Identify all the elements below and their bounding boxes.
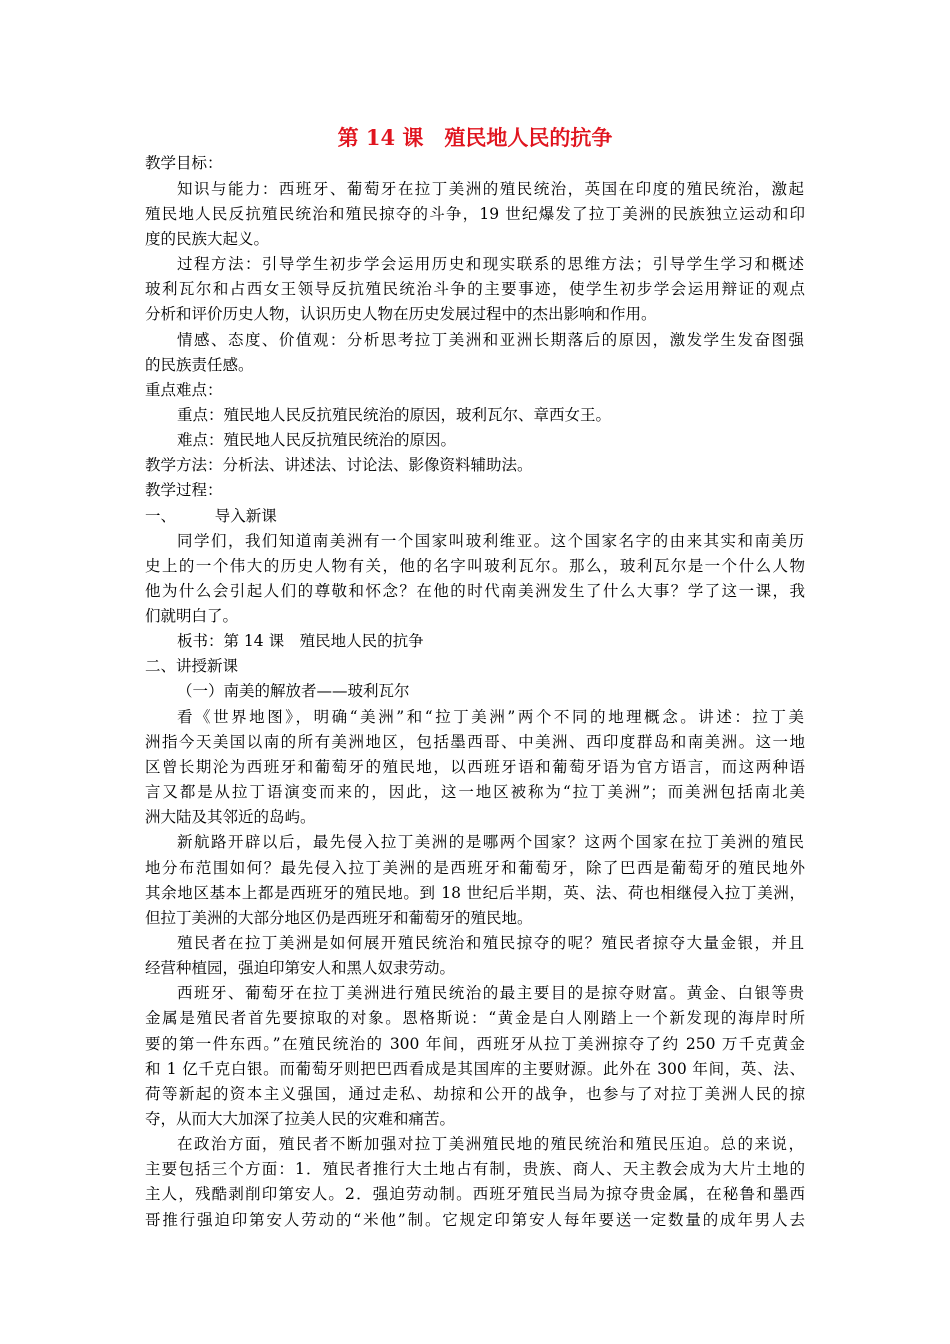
text-line: 言又都是从拉丁语演变而来的，因此，这一地区被称为“拉丁美洲”；而美洲包括南北美 [145, 783, 805, 801]
text-line: 重点：殖民地人民反抗殖民统治的原因，玻利瓦尔、章西女王。 [177, 406, 612, 424]
text-line: 教学目标： [145, 154, 223, 172]
page-title: 第 14 课 殖民地人民的抗争 [337, 125, 613, 150]
text-line: 他为什么会引起人们的尊敬和怀念？在他的时代南美洲发生了什么大事？学了这一课，我 [145, 582, 805, 600]
subsection-heading: （一）南美的解放者——玻利瓦尔 [177, 682, 410, 700]
text-line: 夺，从而大大加深了拉美人民的灾难和痛苦。 [145, 1110, 456, 1128]
text-line: 教学方法：分析法、讲述法、讨论法、影像资料辅助法。 [145, 456, 533, 474]
text-line: 要的第一件东西。”在殖民统治的 300 年间，西班牙从拉丁美洲掠夺了约 250 万千克黄金 [145, 1035, 805, 1053]
text-line: 地分布范围如何？最先侵入拉丁美洲的是西班牙和葡萄牙，除了巴西是葡萄牙的殖民地外 [145, 859, 805, 877]
section-heading: 二、讲授新课 [145, 657, 239, 675]
text-line: 同学们，我们知道南美洲有一个国家叫玻利维亚。这个国家名字的由来其实和南美历 [177, 532, 804, 550]
text-line: 在政治方面，殖民者不断加强对拉丁美洲殖民地的殖民统治和殖民压迫。总的来说， [177, 1135, 804, 1153]
text-line: 但拉丁美洲的大部分地区仍是西班牙和葡萄牙的殖民地。 [145, 909, 533, 927]
text-line: 和 1 亿千克白银。而葡萄牙则把巴西看成是其国库的主要财源。此外在 300 年间，英、法、 [145, 1060, 805, 1078]
text-line: 难点：殖民地人民反抗殖民统治的原因。 [177, 431, 457, 449]
text-line: 主要包括三个方面：1．殖民者推行大土地占有制，贵族、商人、天主教会成为大片土地的 [145, 1160, 805, 1178]
text-line: 洲指今天美国以南的所有美洲地区，包括墨西哥、中美洲、西印度群岛和南美洲。这一地 [145, 733, 805, 751]
text-line: 洲大陆及其邻近的岛屿。 [145, 808, 316, 826]
text-line: 过程方法：引导学生初步学会运用历史和现实联系的思维方法；引导学生学习和概述 [177, 255, 804, 273]
text-line: 其余地区基本上都是西班牙的殖民地。到 18 世纪后半期，英、法、荷也相继侵入拉丁美洲， [145, 884, 805, 902]
text-line: 教学过程： [145, 481, 223, 499]
text-line: 金属是殖民者首先要掠取的对象。恩格斯说：“黄金是白人刚踏上一个新发现的海岸时所 [145, 1009, 805, 1027]
text-line: 情感、态度、价值观：分析思考拉丁美洲和亚洲长期落后的原因，激发学生发奋图强 [177, 331, 804, 349]
text-line: 殖民者在拉丁美洲是如何展开殖民统治和殖民掠夺的呢？殖民者掠夺大量金银，并且 [177, 934, 804, 952]
text-line: 度的民族大起义。 [145, 230, 270, 248]
text-line: 西班牙、葡萄牙在拉丁美洲进行殖民统治的最主要目的是掠夺财富。黄金、白银等贵 [177, 984, 804, 1002]
text-line: 重点难点： [145, 381, 223, 399]
text-line: 新航路开辟以后，最先侵入拉丁美洲的是哪两个国家？这两个国家在拉丁美洲的殖民 [177, 833, 804, 851]
text-line: 主人，残酷剥削印第安人。2．强迫劳动制。西班牙殖民当局为掠夺贵金属，在秘鲁和墨西 [145, 1185, 805, 1203]
text-line: 们就明白了。 [145, 607, 239, 625]
text-line: 殖民地人民反抗殖民统治和殖民掠夺的斗争，19 世纪爆发了拉丁美洲的民族独立运动和印 [145, 205, 805, 223]
text-line: 知识与能力：西班牙、葡萄牙在拉丁美洲的殖民统治，英国在印度的殖民统治，激起 [177, 180, 804, 198]
text-line: 区曾长期沦为西班牙和葡萄牙的殖民地，以西班牙语和葡萄牙语为官方语言，而这两种语 [145, 758, 805, 776]
text-line: 的民族责任感。 [145, 356, 254, 374]
text-line: 史上的一个伟大的历史人物有关，他的名字叫玻利瓦尔。那么，玻利瓦尔是一个什么人物 [145, 557, 805, 575]
text-line: 经营种植园，强迫印第安人和黑人奴隶劳动。 [145, 959, 456, 977]
text-line: 看《世界地图》，明确“美洲”和“拉丁美洲”两个不同的地理概念。讲述：拉丁美 [177, 708, 804, 726]
section-heading: 一、 导入新课 [145, 507, 277, 525]
text-line: 分析和评价历史人物，认识历史人物在历史发展过程中的杰出影响和作用。 [145, 305, 657, 323]
text-line: 哥推行强迫印第安人劳动的“米他”制。它规定印第安人每年要送一定数量的成年男人去 [145, 1211, 805, 1229]
text-line: 玻利瓦尔和占西女王领导反抗殖民统治斗争的主要事迹，使学生初步学会运用辩证的观点 [145, 280, 805, 298]
text-line: 荷等新起的资本主义强国，通过走私、劫掠和公开的战争，也参与了对拉丁美洲人民的掠 [145, 1085, 805, 1103]
text-line: 板书：第 14 课 殖民地人民的抗争 [177, 632, 424, 650]
